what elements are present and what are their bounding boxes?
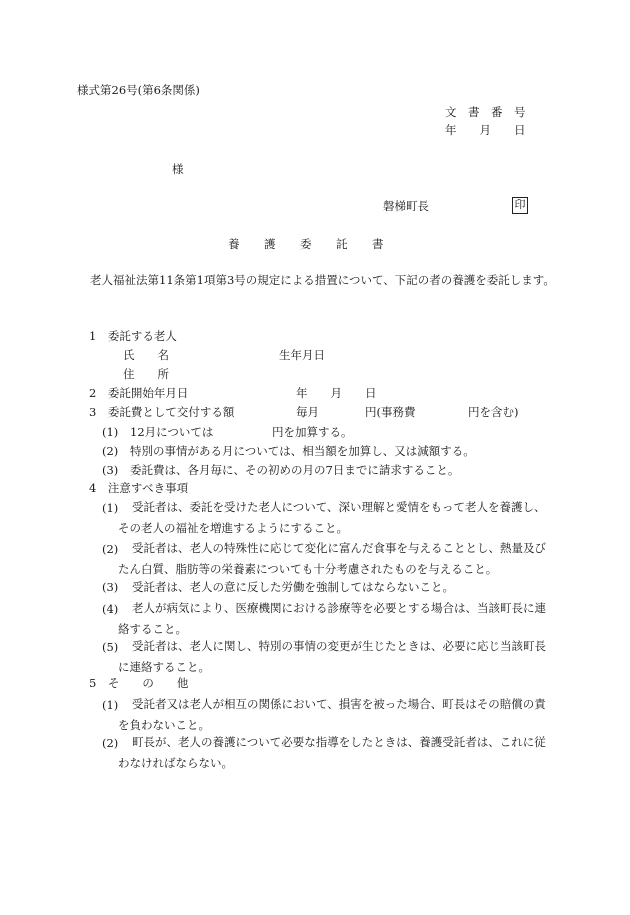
name-label: 氏 名 [123,348,169,362]
admin-fee-label: 円を含む) [468,405,519,419]
s3-item-number: (1) [102,425,119,439]
section2-heading: 2 委託開始年月日 [89,386,189,400]
birthdate-label: 生年月日 [279,348,325,362]
start-date-fields: 年 月 日 [296,386,377,400]
s4-item-text: 受託者は、委託を受けた老人について、深い理解と愛情をもって老人を養護し、その老人の福祉を増進するようにすること。 [118,500,546,535]
s3-item-number: (3) [102,463,119,477]
s4-item-number: (3) [102,580,119,594]
s5-item-number: (1) [102,698,119,712]
s4-item-number: (4) [102,602,119,616]
intro-paragraph: 老人福祉法第11条第1項第3号の規定による措置について、下記の者の養護を委託します。 [90,273,555,287]
s5-item-text: 町長が、老人の養護について必要な指導をしたときは、養護受託者は、これに従わなければならない。 [118,735,546,770]
s5-item-text: 受託者又は老人が相互の関係において、損害を被った場合、町長はその賠償の責を負わないこと。 [118,697,546,732]
s3-item-text: 委託費は、各月毎に、その初めの月の7日までに請求すること。 [130,463,460,477]
seal-mark: 印 [512,197,528,214]
s4-item-number: (1) [102,501,119,515]
s4-item-text: 老人が病気により、医療機関における診療等を必要とする場合は、当該町長に連絡すること。 [118,601,546,636]
document-number-label: 文 書 番 号 [445,105,526,119]
s4-item-text: 受託者は、老人の意に反した労働を強制してはならないこと。 [132,580,454,594]
s3-item-text: 特別の事情がある月については、相当額を加算し、又は減額する。 [130,444,475,458]
s4-item-text: 受託者は、老人の特殊性に応じて変化に富んだ食事を与えることとし、熱量及びたん白質、脂肪等の栄養素についても十分考慮されたものを与えること。 [118,541,546,576]
s4-item-number: (2) [102,542,119,556]
sender-name: 磐梯町長 [383,199,429,213]
section1-heading: 1 委託する老人 [89,329,177,343]
section5-heading: 5 そ の 他 [89,676,189,690]
addressee-suffix: 様 [172,162,184,176]
section4-heading: 4 注意すべき事項 [89,481,189,495]
amount-label: 円(事務費 [365,405,416,419]
s5-item-number: (2) [102,736,119,750]
monthly-label: 毎月 [296,405,319,419]
s4-item-number: (5) [102,640,119,654]
s3-item-text: 12月については [130,425,214,439]
s3-item-tail: 円を加算する。 [272,425,353,439]
s4-item-text: 受託者は、老人に関し、特別の事情の変更が生じたときは、必要に応じ当該町長に連絡すること。 [118,639,546,674]
form-label: 様式第26号(第6条関係) [77,83,200,97]
s3-item-number: (2) [102,444,119,458]
document-title: 養 護 委 託 書 [228,237,384,251]
issue-date-label: 年 月 日 [445,123,526,137]
section3-heading: 3 委託費として交付する額 [89,405,235,419]
address-label: 住 所 [123,367,169,381]
